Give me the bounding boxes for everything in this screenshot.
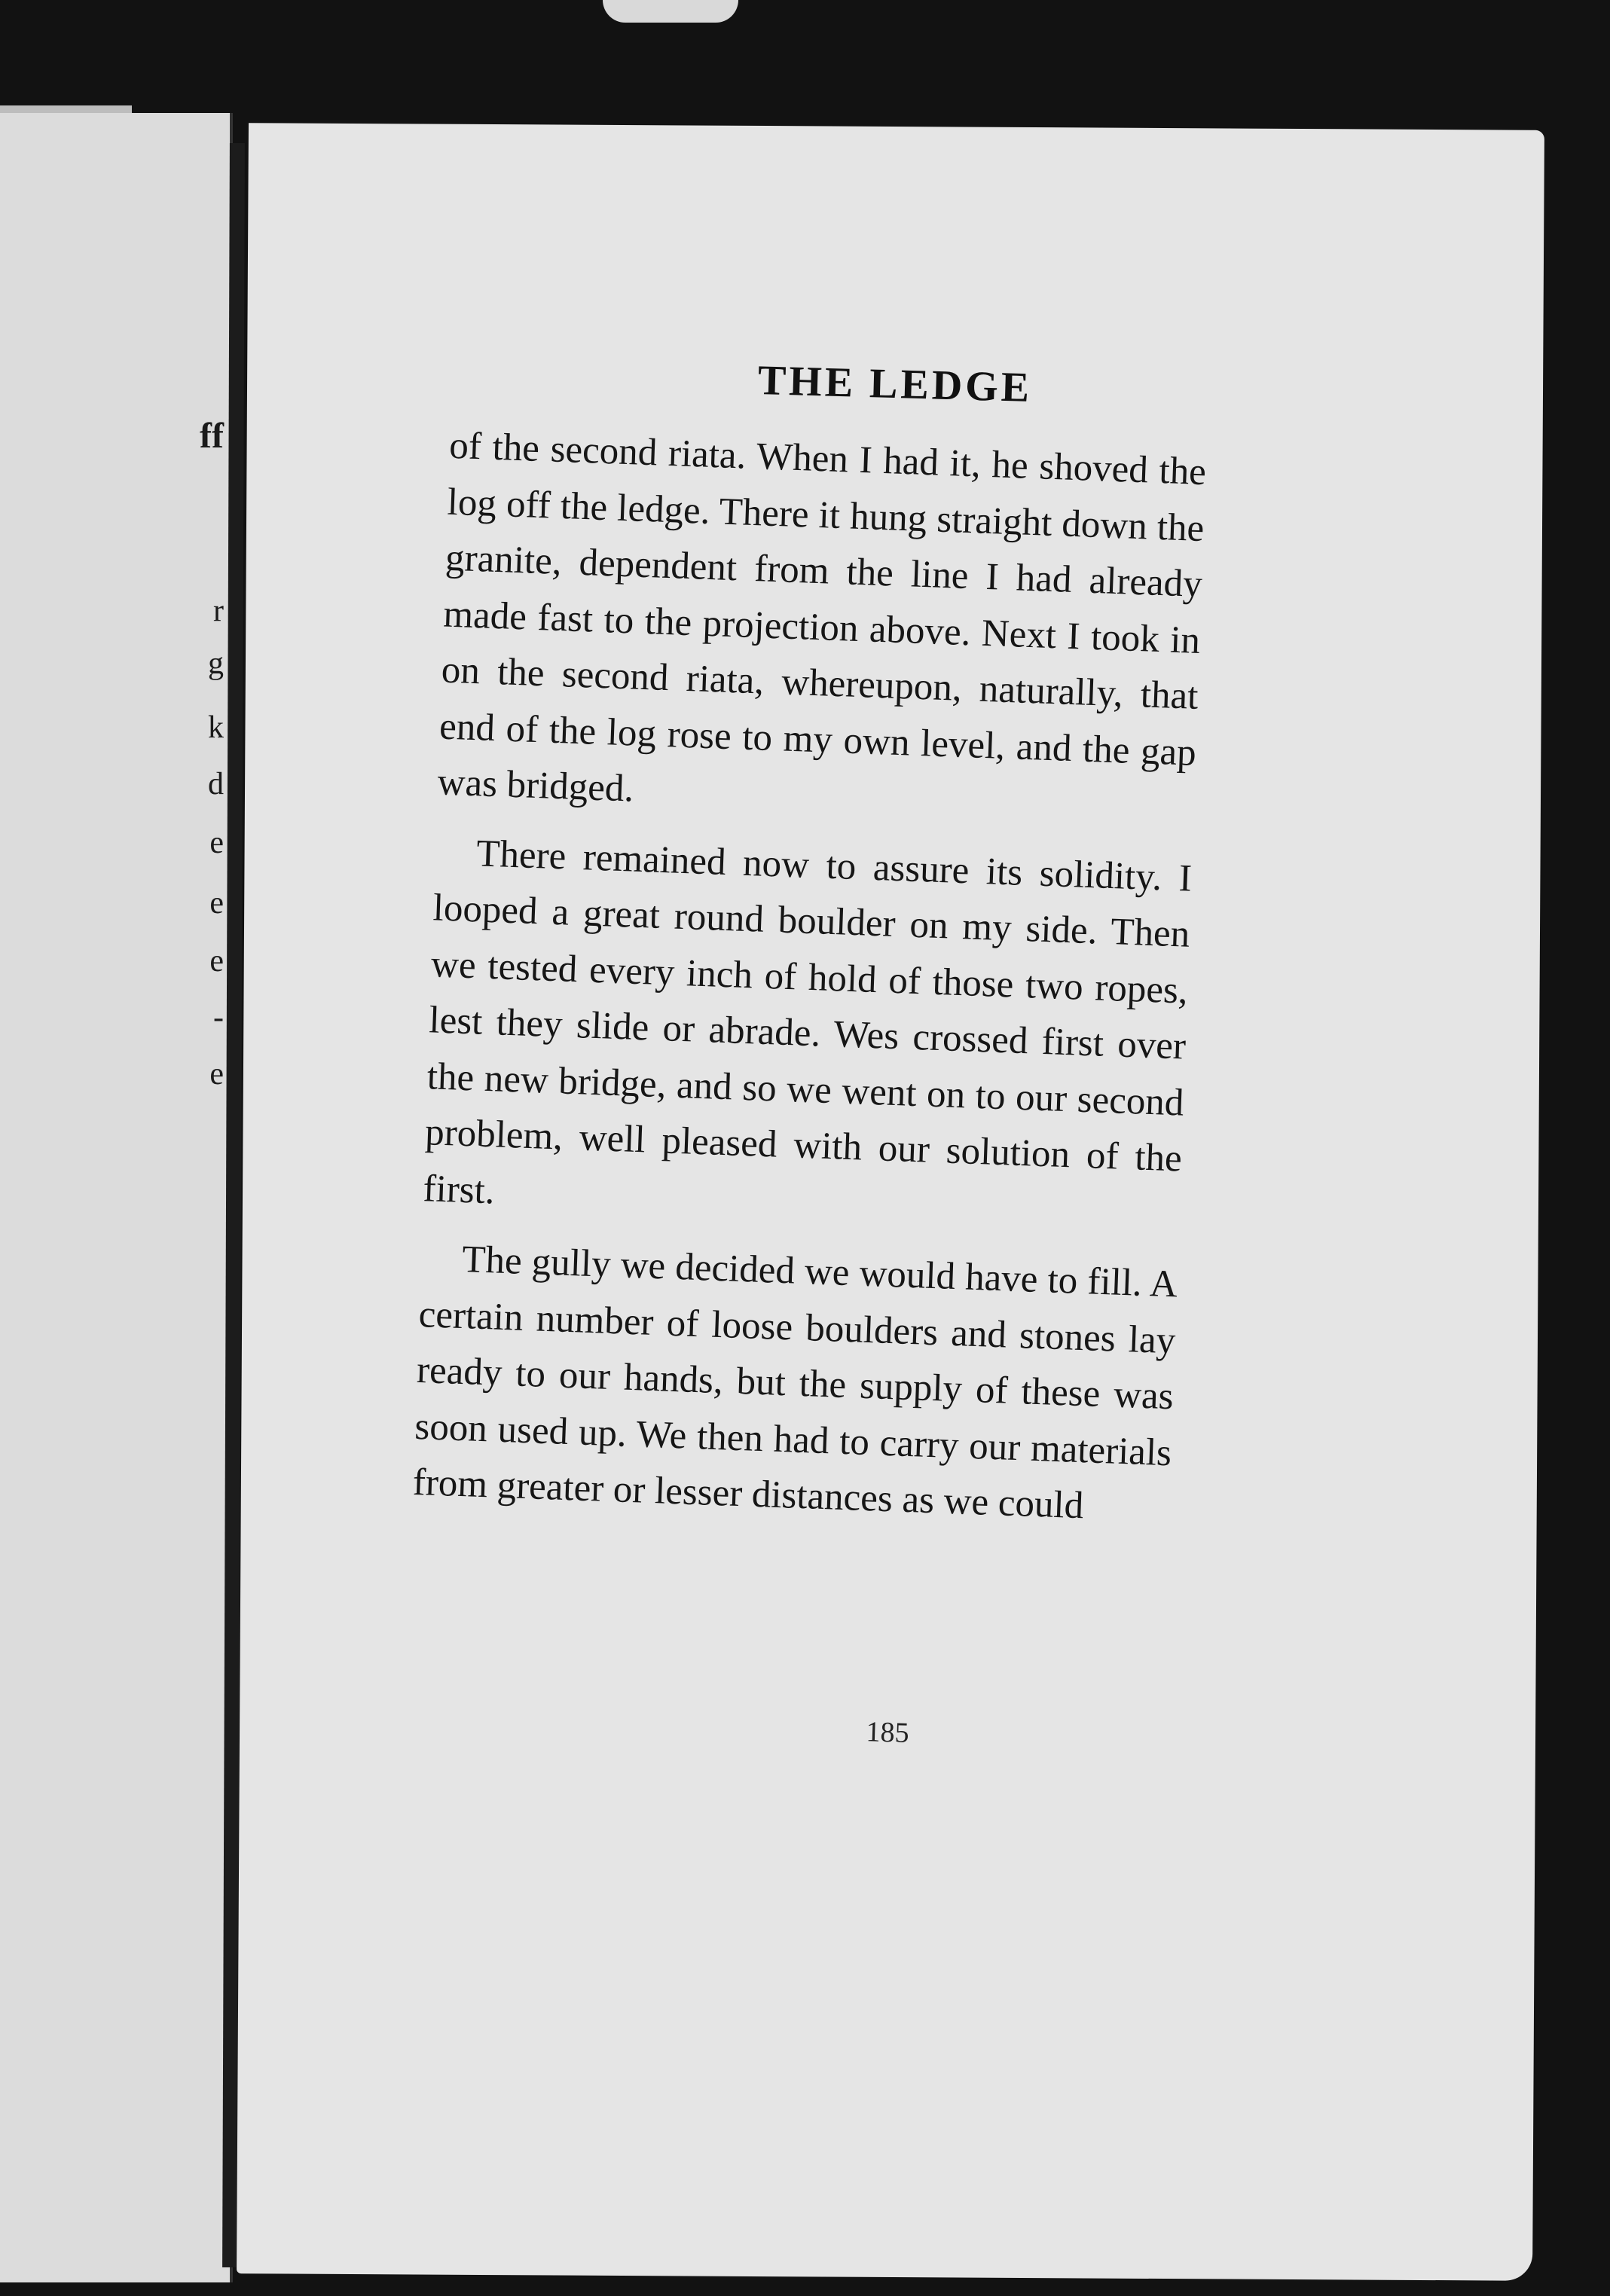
paragraph: There remained now to assure its solidity. I looped a great round boulder on my side. Then we tested every inch of hold of those two ropes, lest they slide or abrade. Wes crossed first over the new bridge, and so we went on to our second problem, well pleased with our solution of the first. [422, 832, 1193, 1212]
running-head: THE LEDGE [757, 357, 1033, 411]
left-page-fragment: e [209, 944, 224, 979]
right-page [237, 123, 1544, 2281]
left-page-fragment: k [208, 710, 224, 745]
paragraph: of the second riata. When I had it, he shoved the log off the ledge. There it hung straight down the granite, dependent from the line I had already made fast to the projection above. Next I took in on the second riata, whereupon, naturally, that end of the log rose to my own level, and the gap was bridged. [436, 424, 1207, 811]
left-page-fragment: r [213, 594, 224, 628]
left-page-fragment: g [208, 646, 224, 681]
left-page-fragment: e [209, 826, 224, 860]
page-clip [603, 0, 738, 23]
paragraph: The gully we decided we would have to fill. A certain number of loose boulders and stones lay ready to our hands, but the supply of these was soon used up. We then had to carry our materials from greater or lesser distances as we could [411, 1238, 1178, 1528]
left-page-fragment: - [213, 1000, 224, 1035]
left-page-fragment: e [209, 886, 224, 921]
body-text [411, 418, 1207, 1551]
left-page-fragment: d [208, 767, 224, 801]
left-page-fragment: ff [200, 416, 224, 456]
left-page-fragment: e [209, 1057, 224, 1092]
left-page [0, 113, 233, 2282]
page-number: 185 [865, 1716, 910, 1749]
